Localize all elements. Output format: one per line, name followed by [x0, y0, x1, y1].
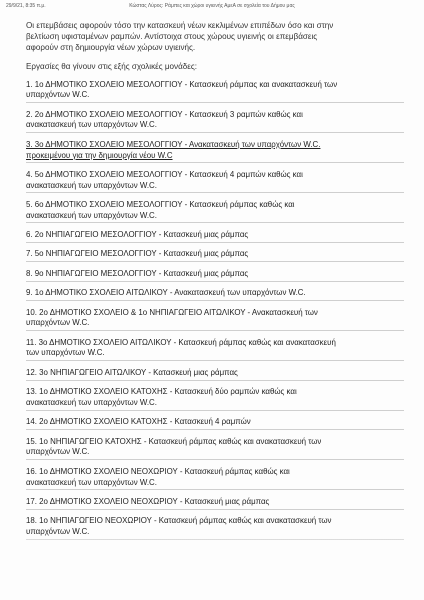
list-item-line: 1. 1ο ΔΗΜΟΤΙΚΟ ΣΧΟΛΕΙΟ ΜΕΣΟΛΟΓΓΙΟΥ - Κατασκευή ράμπας και ανακατασκευή των [26, 79, 338, 89]
list-item-line: 15. 1ο ΝΗΠΙΑΓΩΓΕΙΟ ΚΑΤΟΧΗΣ - Κατασκευή ράμπας καθώς και ανακατασκευή των [26, 436, 322, 446]
list-item [26, 80, 404, 103]
list-item-continuation: προκειμένου για την δημιουργία νέου W.C [26, 150, 173, 160]
list-item-line: 18. 1ο ΝΗΠΙΑΓΩΓΕΙΟ ΝΕΟΧΩΡΙΟΥ - Κατασκευή ράμπας καθώς και ανακατασκευή των [26, 516, 332, 526]
list-item-line: 3. 3ο ΔΗΜΟΤΙΚΟ ΣΧΟΛΕΙΟ ΜΕΣΟΛΟΓΓΙΟΥ - Ανακατασκευή των υπαρχόντων W.C. [26, 139, 321, 149]
list-item-line: 8. 9ο ΝΗΠΙΑΓΩΓΕΙΟ ΜΕΣΟΛΟΓΓΙΟΥ - Κατασκευή μιας ράμπας [26, 268, 249, 278]
list-heading: Εργασίες θα γίνουν στις εξής σχολικές μονάδες: [26, 61, 198, 71]
list-item-continuation: των υπαρχόντων W.C. [26, 348, 105, 358]
list-item-continuation: υπαρχόντων W.C. [26, 447, 90, 457]
list-item-line: 11. 3ο ΔΗΜΟΤΙΚΟ ΣΧΟΛΕΙΟ ΑΙΤΩΛΙΚΟΥ - Κατασκευή ράμπας καθώς και ανακατασκευή [26, 337, 336, 347]
list-item-continuation: ανακατασκευή των υπαρχόντων W.C. [26, 120, 157, 130]
intro-line: βελτίωση υφισταμένων ραμπών. Αντίστοιχα στους χώρους υγιεινής οι επεμβάσεις [26, 32, 318, 42]
print-page-title: Κώστας Λύρος: Ράμπες και χώροι υγιεινής ΑμεΑ σε σχολεία του Δήμου μας [129, 3, 295, 9]
page-cutoff [26, 538, 404, 546]
list-item [26, 437, 404, 460]
print-header [6, 3, 418, 9]
list-item [26, 308, 404, 331]
list-item-continuation: ανακατασκευή των υπαρχόντων W.C. [26, 397, 157, 407]
list-item [26, 417, 404, 430]
list-item [26, 288, 404, 301]
list-item-line: 7. 5ο ΝΗΠΙΑΓΩΓΕΙΟ ΜΕΣΟΛΟΓΓΙΟΥ - Κατασκευή μιας ράμπας [26, 249, 249, 259]
list-item-line: 12. 3ο ΝΗΠΙΑΓΩΓΕΙΟ ΑΙΤΩΛΙΚΟΥ - Κατασκευή μιας ράμπας [26, 367, 238, 377]
list-item-line: 9. 1ο ΔΗΜΟΤΙΚΟ ΣΧΟΛΕΙΟ ΑΙΤΩΛΙΚΟΥ - Ανακατασκευή των υπαρχόντων W.C. [26, 288, 306, 298]
list-item-line: 4. 5ο ΔΗΜΟΤΙΚΟ ΣΧΟΛΕΙΟ ΜΕΣΟΛΟΓΓΙΟΥ - Κατασκευή 4 ραμπών καθώς και [26, 169, 303, 179]
list-item [26, 497, 404, 510]
list-item-line: 16. 1ο ΔΗΜΟΤΙΚΟ ΣΧΟΛΕΙΟ ΝΕΟΧΩΡΙΟΥ - Κατασκευή ράμπας καθώς και [26, 466, 290, 476]
list-item-line: 5. 6ο ΔΗΜΟΤΙΚΟ ΣΧΟΛΕΙΟ ΜΕΣΟΛΟΓΓΙΟΥ - Κατασκευή ράμπας καθώς και [26, 199, 295, 209]
intro-line: Οι επεμβάσεις αφορούν τόσο την κατασκευή νέων κεκλιμένων επιπέδων όσο και στην [26, 21, 334, 30]
list-item-line: 6. 2ο ΝΗΠΙΑΓΩΓΕΙΟ ΜΕΣΟΛΟΓΓΙΟΥ - Κατασκευή μιας ράμπας [26, 230, 249, 240]
list-item-line: 14. 2ο ΔΗΜΟΤΙΚΟ ΣΧΟΛΕΙΟ ΚΑΤΟΧΗΣ - Κατασκευή 4 ραμπών [26, 417, 251, 427]
list-item-continuation: ανακατασκευή των υπαρχόντων W.C. [26, 210, 157, 220]
list-item [26, 467, 404, 490]
list-item [26, 338, 404, 361]
list-item-continuation: υπαρχόντων W.C. [26, 318, 90, 328]
list-item [26, 170, 404, 193]
list-item [26, 140, 404, 163]
list-item [26, 110, 404, 133]
list-item [26, 269, 404, 282]
list-item [26, 516, 404, 539]
list-item [26, 230, 404, 243]
intro-line: αφορούν στη δημιουργία νέων χώρων υγιεινής. [26, 43, 196, 53]
list-item-line: 10. 2ο ΔΗΜΟΤΙΚΟ ΣΧΟΛΕΙΟ & 1ο ΝΗΠΙΑΓΩΓΕΙΟ ΑΙΤΩΛΙΚΟΥ - Ανακατασκευή των [26, 307, 318, 317]
list-item-line: 13. 1ο ΔΗΜΟΤΙΚΟ ΣΧΟΛΕΙΟ ΚΑΤΟΧΗΣ - Κατασκευή δύο ραμπών καθώς και [26, 387, 297, 397]
list-item-continuation: υπαρχόντων W.C. [26, 526, 90, 536]
list-item [26, 200, 404, 223]
list-item [26, 368, 404, 381]
list-item-continuation: υπαρχόντων W.C. [26, 90, 90, 100]
list-item-continuation: ανακατασκευή των υπαρχόντων W.C. [26, 180, 157, 190]
print-date: 29/9/21, 8:35 π.μ. [6, 3, 46, 9]
list-item [26, 249, 404, 262]
intro-paragraph [26, 20, 404, 54]
list-item-line: 17. 2ο ΔΗΜΟΤΙΚΟ ΣΧΟΛΕΙΟ ΝΕΟΧΩΡΙΟΥ - Κατασκευή μιας ράμπας [26, 496, 270, 506]
school-list [26, 80, 404, 540]
list-item-line: 2. 2ο ΔΗΜΟΤΙΚΟ ΣΧΟΛΕΙΟ ΜΕΣΟΛΟΓΓΙΟΥ - Κατασκευή 3 ραμπών καθώς και [26, 109, 303, 119]
list-item-continuation: ανακατασκευή των υπαρχόντων W.C. [26, 477, 157, 487]
list-item [26, 387, 404, 410]
article-body [26, 20, 404, 546]
